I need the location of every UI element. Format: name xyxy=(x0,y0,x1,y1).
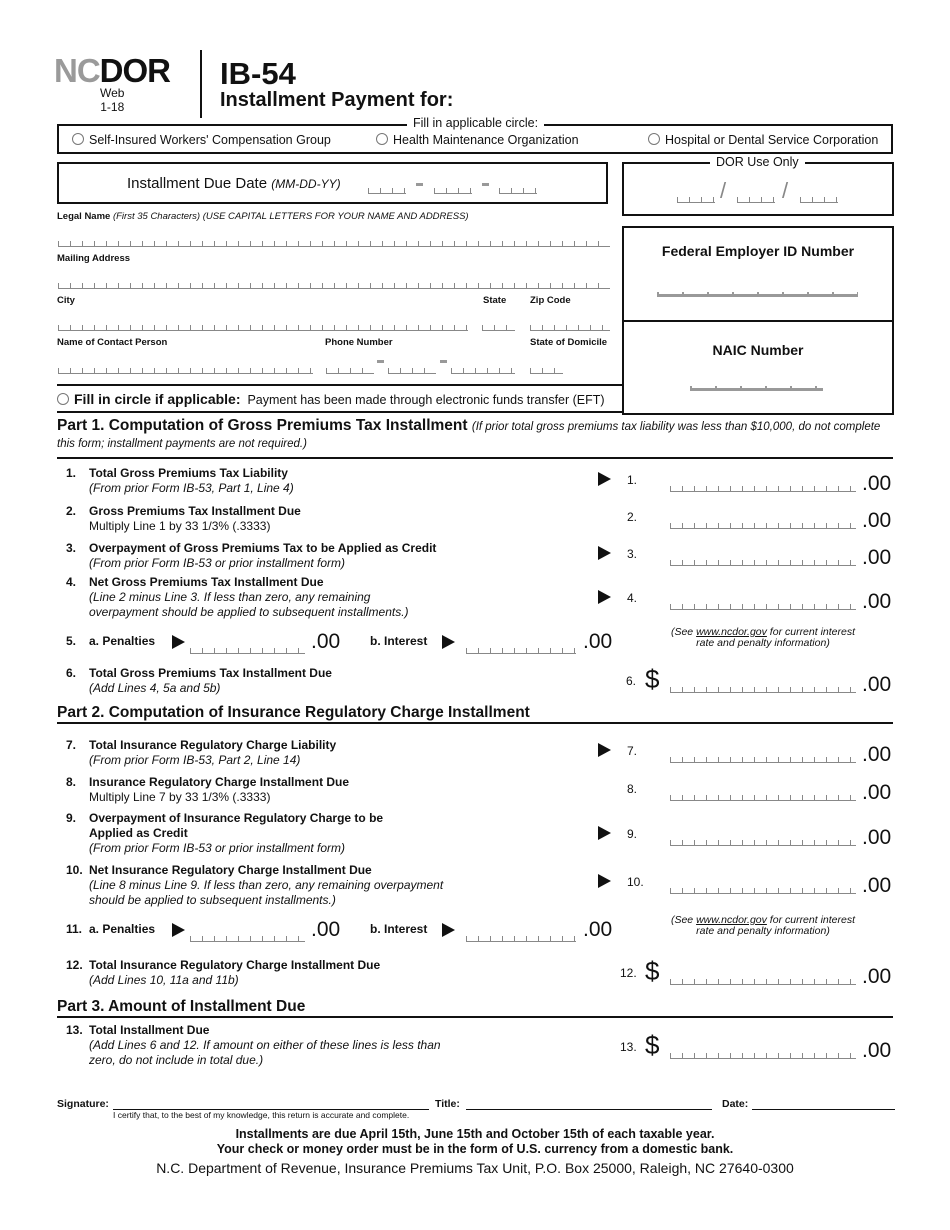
edition xyxy=(100,86,124,114)
fein-box xyxy=(622,226,894,322)
fein-label: Federal Employer ID Number xyxy=(661,243,855,259)
cents-label: .00 xyxy=(862,1039,892,1062)
line-title: Net Gross Premiums Tax Installment Due xyxy=(89,575,324,589)
line-subtitle: overpayment should be applied to subsequent installments.) xyxy=(89,605,409,619)
cents-label: .00 xyxy=(862,472,892,495)
footer-address: N.C. Department of Revenue, Insurance Premiums Tax Unit, P.O. Box 25000, Raleigh, NC 27640-0300 xyxy=(156,1160,794,1176)
interest-cents: .00 xyxy=(583,630,613,653)
line-title: Total Insurance Regulatory Charge Installment Due xyxy=(89,958,381,972)
dor-field xyxy=(800,197,838,203)
amount-field[interactable] xyxy=(670,604,856,610)
title-field[interactable] xyxy=(466,1109,712,1110)
edition-date: 1-18 xyxy=(100,100,125,114)
line-ref-number: 13. xyxy=(620,1040,637,1054)
line-subtitle: (Add Lines 6 and 12. If amount on either of these lines is less than xyxy=(89,1038,441,1052)
cents-label: .00 xyxy=(862,509,892,532)
line-subtitle: (Line 2 minus Line 3. If less than zero, any remaining xyxy=(89,590,371,604)
domicile-field[interactable] xyxy=(530,368,563,374)
line-subtitle: Multiply Line 1 by 33 1/3% (.3333) xyxy=(89,519,271,533)
line-number: 4. xyxy=(66,575,77,589)
option-label: Self-Insured Workers' Compensation Group xyxy=(89,133,331,147)
form-title: Installment Payment for: xyxy=(220,89,454,111)
option-label: Health Maintenance Organization xyxy=(393,133,579,147)
dollar-sign: $ xyxy=(645,664,660,694)
due-date-label xyxy=(127,175,341,192)
interest-label: b. Interest xyxy=(370,922,428,936)
line-ref-number: 1. xyxy=(627,473,638,487)
line-number: 7. xyxy=(66,738,77,752)
line-title: Gross Premiums Tax Installment Due xyxy=(89,504,301,518)
rule xyxy=(57,384,623,386)
dash xyxy=(377,360,384,363)
note-pre: (See xyxy=(670,914,697,926)
phone-prefix-field[interactable] xyxy=(388,368,436,374)
city-field[interactable] xyxy=(58,325,468,331)
phone-line-field[interactable] xyxy=(451,368,515,374)
line-number: 13. xyxy=(66,1023,83,1037)
part1-heading xyxy=(57,418,893,452)
interest-label: b. Interest xyxy=(370,634,428,648)
note-post: for current interest rate and penalty information) xyxy=(696,914,856,937)
naic-box xyxy=(622,320,894,415)
cents-label: .00 xyxy=(862,743,892,766)
form-number: IB-54 xyxy=(220,56,296,91)
amount-field[interactable] xyxy=(670,840,856,846)
naic-label: NAIC Number xyxy=(712,342,804,358)
line-title: Total Installment Due xyxy=(89,1023,210,1037)
date-label: Date: xyxy=(722,1098,749,1110)
amount-field[interactable] xyxy=(670,888,856,894)
rule xyxy=(57,411,623,413)
contact-label: Name of Contact Person xyxy=(57,337,168,348)
line-ref-number: 7. xyxy=(627,744,638,758)
dash xyxy=(416,183,423,186)
arrow-icon xyxy=(598,743,611,757)
arrow-icon xyxy=(172,923,185,937)
state-field[interactable] xyxy=(482,325,515,331)
line-number: 6. xyxy=(66,666,77,680)
part3-heading: Part 3. Amount of Installment Due xyxy=(57,998,306,1015)
arrow-icon xyxy=(598,590,611,604)
cents-label: .00 xyxy=(862,673,892,696)
line-number: 10. xyxy=(66,863,83,877)
line-title: Overpayment of Insurance Regulatory Charge to be xyxy=(89,811,384,825)
radio-icon[interactable] xyxy=(57,393,69,405)
arrow-icon xyxy=(598,826,611,840)
amount-field[interactable] xyxy=(670,1053,856,1059)
dor-field xyxy=(737,197,775,203)
domicile-label: State of Domicile xyxy=(530,337,608,348)
penalties-cents: .00 xyxy=(311,918,341,941)
rate-note xyxy=(668,627,858,649)
entity-legend: Fill in applicable circle: xyxy=(407,116,544,130)
arrow-icon xyxy=(598,546,611,560)
logo-nc: NC xyxy=(54,52,100,89)
phone-label: Phone Number xyxy=(325,337,393,348)
line-number: 8. xyxy=(66,775,77,789)
line-ref-number: 12. xyxy=(620,966,637,980)
title-label: Title: xyxy=(435,1098,460,1110)
line-number: 9. xyxy=(66,811,77,825)
phone-area-field[interactable] xyxy=(326,368,374,374)
line-number: 11. xyxy=(66,922,83,936)
line-subtitle: Multiply Line 7 by 33 1/3% (.3333) xyxy=(89,790,271,804)
part1-subtitle: (If prior total gross premiums tax liability was less than $10,000, do not complete this form; installment payments are not required.) xyxy=(57,421,881,450)
line-title: Total Insurance Regulatory Charge Liability xyxy=(89,738,337,752)
cents-label: .00 xyxy=(862,546,892,569)
mailing-address-label: Mailing Address xyxy=(57,253,131,264)
penalties-cents: .00 xyxy=(311,630,341,653)
ncdor-link[interactable]: www.ncdor.gov xyxy=(696,626,767,638)
line-title: Overpayment of Gross Premiums Tax to be Applied as Credit xyxy=(89,541,437,555)
option-hmo[interactable] xyxy=(376,133,579,147)
line-ref-number: 8. xyxy=(627,782,638,796)
line-title: Total Gross Premiums Tax Liability xyxy=(89,466,288,480)
penalties-label: a. Penalties xyxy=(89,634,156,648)
due-year-field[interactable] xyxy=(499,188,537,194)
ncdor-link[interactable]: www.ncdor.gov xyxy=(696,914,767,926)
arrow-icon xyxy=(598,874,611,888)
dor-field xyxy=(677,197,715,203)
line-ref-number: 9. xyxy=(627,827,638,841)
line-subtitle: (From prior Form IB-53 or prior installment form) xyxy=(89,841,346,855)
mailing-address-field[interactable] xyxy=(58,283,610,289)
cents-label: .00 xyxy=(862,965,892,988)
cents-label: .00 xyxy=(862,826,892,849)
zip-label: Zip Code xyxy=(530,295,571,306)
amount-field[interactable] xyxy=(670,795,856,801)
dollar-sign: $ xyxy=(645,956,660,986)
penalties-field[interactable] xyxy=(190,936,305,942)
amount-field[interactable] xyxy=(670,523,856,529)
amount-field[interactable] xyxy=(670,687,856,693)
line-subtitle: (Line 8 minus Line 9. If less than zero, any remaining overpayment xyxy=(89,878,444,892)
line-subtitle: should be applied to subsequent installments.) xyxy=(89,893,336,907)
note-pre: (See xyxy=(670,626,697,638)
line-subtitle: zero, do not include in total due.) xyxy=(89,1053,264,1067)
dor-use-box xyxy=(622,162,894,216)
fein-field[interactable] xyxy=(657,292,858,297)
cents-label: .00 xyxy=(862,781,892,804)
line-subtitle: (Add Lines 4, 5a and 5b) xyxy=(89,681,221,695)
city-label: City xyxy=(57,295,75,306)
interest-field[interactable] xyxy=(466,648,576,654)
rate-note xyxy=(668,915,858,937)
line-subtitle: (Add Lines 10, 11a and 11b) xyxy=(89,973,239,987)
date-field[interactable] xyxy=(752,1109,895,1110)
penalties-field[interactable] xyxy=(190,648,305,654)
line-title: Total Gross Premiums Tax Installment Due xyxy=(89,666,332,680)
ncdor-logo xyxy=(54,52,170,90)
rule xyxy=(57,722,893,724)
eft-text: Payment has been made through electronic funds transfer (EFT) xyxy=(247,393,605,407)
line-number: 5. xyxy=(66,634,77,648)
amount-field[interactable] xyxy=(670,486,856,492)
line-title: Net Insurance Regulatory Charge Installment Due xyxy=(89,863,372,877)
line-ref-number: 3. xyxy=(627,547,638,561)
footer-currency: Your check or money order must be in the form of U.S. currency from a domestic bank. xyxy=(216,1142,734,1156)
naic-field[interactable] xyxy=(690,386,823,391)
arrow-icon xyxy=(172,635,185,649)
slash: / xyxy=(720,178,727,203)
arrow-icon xyxy=(598,472,611,486)
dollar-sign: $ xyxy=(645,1030,660,1060)
line-title: Applied as Credit xyxy=(89,826,188,840)
part1-title: Part 1. Computation of Gross Premiums Tax Installment xyxy=(57,417,468,434)
cents-label: .00 xyxy=(862,874,892,897)
zip-field[interactable] xyxy=(530,325,610,331)
eft-label: Fill in circle if applicable: xyxy=(74,391,241,407)
legal-name-text: Legal Name xyxy=(57,211,111,222)
part2-heading: Part 2. Computation of Insurance Regulatory Charge Installment xyxy=(57,704,530,721)
option-label: Hospital or Dental Service Corporation xyxy=(665,133,879,147)
line-title: Insurance Regulatory Charge Installment Due xyxy=(89,775,350,789)
state-label: State xyxy=(483,295,507,306)
arrow-icon xyxy=(442,923,455,937)
line-subtitle: (From prior Form IB-53, Part 2, Line 14) xyxy=(89,753,301,767)
dor-use-legend: DOR Use Only xyxy=(710,155,805,169)
line-subtitle: (From prior Form IB-53, Part 1, Line 4) xyxy=(89,481,294,495)
edition-web: Web xyxy=(100,86,125,100)
due-date-format: (MM-DD-YY) xyxy=(271,177,341,191)
arrow-icon xyxy=(442,635,455,649)
line-ref-number: 6. xyxy=(626,674,637,688)
legal-name-label xyxy=(57,211,469,222)
amount-field[interactable] xyxy=(670,560,856,566)
due-date-text: Installment Due Date xyxy=(127,175,268,192)
line-number: 1. xyxy=(66,466,77,480)
amount-field[interactable] xyxy=(670,979,856,985)
radio-icon[interactable] xyxy=(648,133,660,145)
line-number: 12. xyxy=(66,958,83,972)
footer-due-dates: Installments are due April 15th, June 15th and October 15th of each taxable year. xyxy=(235,1127,715,1141)
note-post: for current interest rate and penalty information) xyxy=(696,626,856,649)
legal-name-hint: (First 35 Characters) (USE CAPITAL LETTERS FOR YOUR NAME AND ADDRESS) xyxy=(112,211,469,222)
due-day-field[interactable] xyxy=(434,188,472,194)
line-number: 2. xyxy=(66,504,77,518)
cents-label: .00 xyxy=(862,590,892,613)
amount-field[interactable] xyxy=(670,757,856,763)
radio-icon[interactable] xyxy=(376,133,388,145)
radio-icon[interactable] xyxy=(72,133,84,145)
rule xyxy=(57,457,893,459)
rule xyxy=(57,1016,893,1018)
divider xyxy=(200,50,202,118)
dash xyxy=(440,360,447,363)
option-workers-comp[interactable] xyxy=(72,133,331,147)
slash: / xyxy=(782,178,789,203)
eft-option[interactable] xyxy=(57,391,605,407)
contact-field[interactable] xyxy=(58,368,313,374)
line-number: 3. xyxy=(66,541,77,555)
line-ref-number: 2. xyxy=(627,510,638,524)
line-ref-number: 10. xyxy=(627,875,644,889)
line-ref-number: 4. xyxy=(627,591,638,605)
interest-cents: .00 xyxy=(583,918,613,941)
penalties-label: a. Penalties xyxy=(89,922,156,936)
legal-name-field[interactable] xyxy=(58,241,610,247)
dash xyxy=(482,183,489,186)
option-hospital-dental[interactable] xyxy=(648,133,878,147)
line-subtitle: (From prior Form IB-53 or prior installment form) xyxy=(89,556,346,570)
signature-label: Signature: xyxy=(57,1098,109,1110)
due-month-field[interactable] xyxy=(368,188,406,194)
logo-dor: DOR xyxy=(99,52,171,89)
certify-text: I certify that, to the best of my knowledge, this return is accurate and complete. xyxy=(113,1110,410,1120)
interest-field[interactable] xyxy=(466,936,576,942)
